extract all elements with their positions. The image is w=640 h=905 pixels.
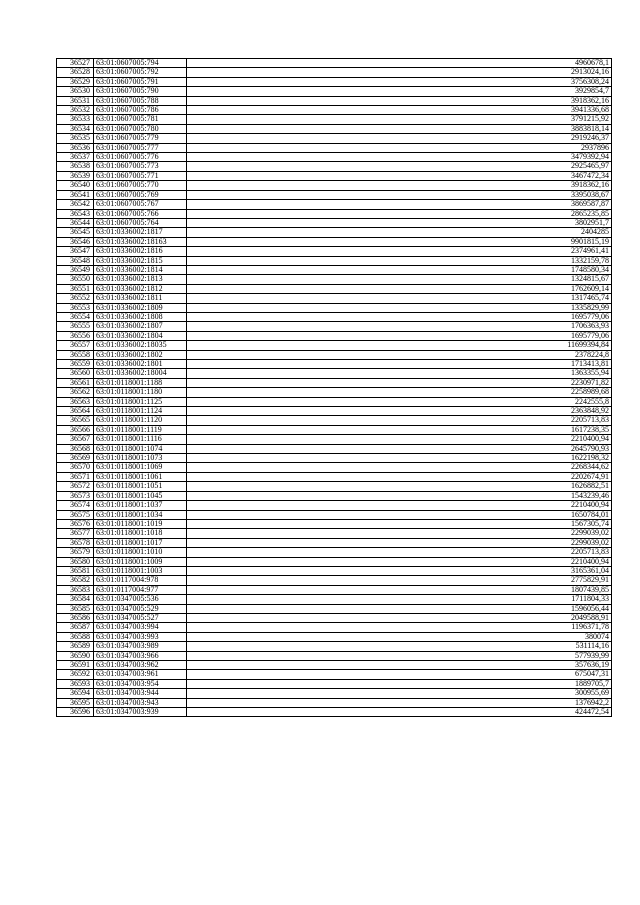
table-row	[57, 237, 612, 246]
table-row	[57, 435, 612, 444]
table-row	[57, 698, 612, 707]
row-number-cell: 36540	[57, 181, 94, 190]
row-number-cell: 36537	[57, 153, 94, 162]
table-row	[57, 444, 612, 453]
cadastral-number-cell: 63:01:0336002:1809	[94, 303, 187, 312]
value-cell: 2378224,8	[187, 350, 612, 359]
value-cell: 1596056,44	[187, 604, 612, 613]
value-cell: 1650784,01	[187, 510, 612, 519]
cadastral-number-cell: 63:01:0336002:1817	[94, 228, 187, 237]
cadastral-number-cell: 63:01:0336002:1804	[94, 331, 187, 340]
table-row	[57, 416, 612, 425]
table-row	[57, 632, 612, 641]
row-number-cell: 36586	[57, 613, 94, 622]
value-cell: 2210400,94	[187, 557, 612, 566]
value-cell: 1695779,06	[187, 312, 612, 321]
value-cell: 300955,69	[187, 689, 612, 698]
row-number-cell: 36570	[57, 463, 94, 472]
value-cell: 1706363,93	[187, 322, 612, 331]
row-number-cell: 36534	[57, 124, 94, 133]
value-cell: 577939,99	[187, 651, 612, 660]
value-cell: 2299039,02	[187, 529, 612, 538]
table-row	[57, 68, 612, 77]
table-row	[57, 454, 612, 463]
value-cell: 1713413,81	[187, 360, 612, 369]
cadastral-number-cell: 63:01:0607005:769	[94, 190, 187, 199]
table-row	[57, 538, 612, 547]
row-number-cell: 36590	[57, 651, 94, 660]
row-number-cell: 36588	[57, 632, 94, 641]
cadastral-number-cell: 63:01:0347003:939	[94, 708, 187, 717]
table-row	[57, 275, 612, 284]
value-cell: 1332159,78	[187, 256, 612, 265]
value-cell: 3467472,34	[187, 171, 612, 180]
cadastral-number-cell: 63:01:0118001:1073	[94, 454, 187, 463]
cadastral-number-cell: 63:01:0336002:1816	[94, 247, 187, 256]
table-row	[57, 472, 612, 481]
table-row	[57, 331, 612, 340]
value-cell: 2299039,02	[187, 538, 612, 547]
table-row	[57, 143, 612, 152]
row-number-cell: 36549	[57, 265, 94, 274]
row-number-cell: 36595	[57, 698, 94, 707]
value-cell: 1748580,34	[187, 265, 612, 274]
cadastral-number-cell: 63:01:0607005:764	[94, 218, 187, 227]
cadastral-number-cell: 63:01:0118001:1003	[94, 566, 187, 575]
value-cell: 2210400,94	[187, 501, 612, 510]
table-row	[57, 59, 612, 68]
row-number-cell: 36551	[57, 284, 94, 293]
cadastral-number-cell: 63:01:0347003:989	[94, 642, 187, 651]
table-row	[57, 397, 612, 406]
table-row	[57, 360, 612, 369]
cadastral-number-cell: 63:01:0118001:1069	[94, 463, 187, 472]
row-number-cell: 36569	[57, 454, 94, 463]
table-row	[57, 265, 612, 274]
value-cell: 3929854,7	[187, 87, 612, 96]
row-number-cell: 36560	[57, 369, 94, 378]
cadastral-number-cell: 63:01:0118001:1019	[94, 519, 187, 528]
cadastral-number-cell: 63:01:0118001:1180	[94, 388, 187, 397]
row-number-cell: 36530	[57, 87, 94, 96]
value-cell: 3802951,7	[187, 218, 612, 227]
cadastral-number-cell: 63:01:0336002:18163	[94, 237, 187, 246]
cadastral-number-cell: 63:01:0607005:794	[94, 59, 187, 68]
value-cell: 2205713,83	[187, 416, 612, 425]
value-cell: 2937896	[187, 143, 612, 152]
cadastral-number-cell: 63:01:0336002:1813	[94, 275, 187, 284]
table-row	[57, 162, 612, 171]
cadastral-number-cell: 63:01:0118001:1051	[94, 482, 187, 491]
value-cell: 1762609,14	[187, 284, 612, 293]
value-cell: 2268344,62	[187, 463, 612, 472]
cadastral-number-cell: 63:01:0336002:1814	[94, 265, 187, 274]
value-cell: 1807439,85	[187, 585, 612, 594]
value-cell: 1196371,78	[187, 623, 612, 632]
table-row	[57, 566, 612, 575]
table-row	[57, 106, 612, 115]
value-cell: 3918362,16	[187, 181, 612, 190]
cadastral-number-cell: 63:01:0607005:770	[94, 181, 187, 190]
value-cell: 2913024,16	[187, 68, 612, 77]
cadastral-number-cell: 63:01:0607005:790	[94, 87, 187, 96]
row-number-cell: 36573	[57, 491, 94, 500]
cadastral-number-cell: 63:01:0118001:1116	[94, 435, 187, 444]
row-number-cell: 36567	[57, 435, 94, 444]
table-body	[57, 59, 612, 717]
table-row	[57, 284, 612, 293]
row-number-cell: 36559	[57, 360, 94, 369]
value-cell: 3918362,16	[187, 96, 612, 105]
row-number-cell: 36577	[57, 529, 94, 538]
row-number-cell: 36582	[57, 576, 94, 585]
table-row	[57, 529, 612, 538]
cadastral-number-cell: 63:01:0118001:1018	[94, 529, 187, 538]
value-cell: 2865235,85	[187, 209, 612, 218]
table-row	[57, 171, 612, 180]
table-row	[57, 181, 612, 190]
cadastral-number-cell: 63:01:0607005:771	[94, 171, 187, 180]
value-cell: 2404285	[187, 228, 612, 237]
table-row	[57, 557, 612, 566]
table-row	[57, 425, 612, 434]
value-cell: 675047,31	[187, 670, 612, 679]
cadastral-number-cell: 63:01:0347005:527	[94, 613, 187, 622]
value-cell: 531114,16	[187, 642, 612, 651]
cadastral-number-cell: 63:01:0347003:966	[94, 651, 187, 660]
row-number-cell: 36581	[57, 566, 94, 575]
value-cell: 3479392,94	[187, 153, 612, 162]
table-row	[57, 96, 612, 105]
value-cell: 2202674,91	[187, 472, 612, 481]
table-row	[57, 341, 612, 350]
value-cell: 2775829,91	[187, 576, 612, 585]
table-row	[57, 153, 612, 162]
table-row	[57, 388, 612, 397]
table-row	[57, 312, 612, 321]
table-row	[57, 651, 612, 660]
cadastral-number-cell: 63:01:0336002:1802	[94, 350, 187, 359]
table-row	[57, 247, 612, 256]
cadastral-number-cell: 63:01:0607005:766	[94, 209, 187, 218]
cadastral-number-cell: 63:01:0336002:18004	[94, 369, 187, 378]
row-number-cell: 36593	[57, 679, 94, 688]
cadastral-number-cell: 63:01:0607005:781	[94, 115, 187, 124]
row-number-cell: 36579	[57, 548, 94, 557]
row-number-cell: 36545	[57, 228, 94, 237]
row-number-cell: 36592	[57, 670, 94, 679]
row-number-cell: 36527	[57, 59, 94, 68]
cadastral-number-cell: 63:01:0117004:978	[94, 576, 187, 585]
row-number-cell: 36572	[57, 482, 94, 491]
cadastral-number-cell: 63:01:0607005:779	[94, 134, 187, 143]
cadastral-number-cell: 63:01:0347003:944	[94, 689, 187, 698]
value-cell: 1889705,7	[187, 679, 612, 688]
table-row	[57, 642, 612, 651]
table-row	[57, 519, 612, 528]
table-row	[57, 218, 612, 227]
value-cell: 1543239,46	[187, 491, 612, 500]
row-number-cell: 36563	[57, 397, 94, 406]
value-cell: 1695779,06	[187, 331, 612, 340]
value-cell: 2242555,8	[187, 397, 612, 406]
cadastral-number-cell: 63:01:0607005:792	[94, 68, 187, 77]
value-cell: 2049588,91	[187, 613, 612, 622]
cadastral-number-cell: 63:01:0118001:1074	[94, 444, 187, 453]
value-cell: 2363848,92	[187, 407, 612, 416]
table-row	[57, 576, 612, 585]
row-number-cell: 36541	[57, 190, 94, 199]
value-cell: 1317465,74	[187, 294, 612, 303]
table-row	[57, 294, 612, 303]
table-row	[57, 369, 612, 378]
table-row	[57, 77, 612, 86]
row-number-cell: 36558	[57, 350, 94, 359]
cadastral-number-cell: 63:01:0336002:1811	[94, 294, 187, 303]
row-number-cell: 36554	[57, 312, 94, 321]
table-row	[57, 491, 612, 500]
row-number-cell: 36531	[57, 96, 94, 105]
table-row	[57, 613, 612, 622]
cadastral-number-cell: 63:01:0118001:1061	[94, 472, 187, 481]
row-number-cell: 36546	[57, 237, 94, 246]
value-cell: 3395038,67	[187, 190, 612, 199]
value-cell: 3869587,87	[187, 200, 612, 209]
value-cell: 2645790,93	[187, 444, 612, 453]
row-number-cell: 36553	[57, 303, 94, 312]
cadastral-number-cell: 63:01:0118001:1188	[94, 378, 187, 387]
cadastral-number-cell: 63:01:0336002:1808	[94, 312, 187, 321]
row-number-cell: 36564	[57, 407, 94, 416]
table-row	[57, 623, 612, 632]
row-number-cell: 36566	[57, 425, 94, 434]
value-cell: 357636,19	[187, 661, 612, 670]
table-row	[57, 134, 612, 143]
cadastral-number-cell: 63:01:0607005:780	[94, 124, 187, 133]
cadastral-number-cell: 63:01:0607005:777	[94, 143, 187, 152]
cadastral-number-cell: 63:01:0118001:1009	[94, 557, 187, 566]
table-row	[57, 501, 612, 510]
table-row	[57, 378, 612, 387]
table-row	[57, 548, 612, 557]
row-number-cell: 36580	[57, 557, 94, 566]
cadastral-number-cell: 63:01:0336002:1801	[94, 360, 187, 369]
cadastral-number-cell: 63:01:0347003:962	[94, 661, 187, 670]
cadastral-number-cell: 63:01:0347003:954	[94, 679, 187, 688]
cadastral-number-cell: 63:01:0607005:786	[94, 106, 187, 115]
row-number-cell: 36571	[57, 472, 94, 481]
table-row	[57, 115, 612, 124]
table-row	[57, 604, 612, 613]
cadastral-number-cell: 63:01:0118001:1037	[94, 501, 187, 510]
cadastral-number-cell: 63:01:0336002:1812	[94, 284, 187, 293]
value-cell: 2919246,37	[187, 134, 612, 143]
value-cell: 424472,54	[187, 708, 612, 717]
value-cell: 1376942,2	[187, 698, 612, 707]
value-cell: 11699394,84	[187, 341, 612, 350]
value-cell: 1335829,99	[187, 303, 612, 312]
row-number-cell: 36576	[57, 519, 94, 528]
cadastral-number-cell: 63:01:0347003:961	[94, 670, 187, 679]
value-cell: 4960678,1	[187, 59, 612, 68]
value-cell: 9901815,19	[187, 237, 612, 246]
table-row	[57, 200, 612, 209]
value-cell: 1567305,74	[187, 519, 612, 528]
value-cell: 3941336,68	[187, 106, 612, 115]
cadastral-number-cell: 63:01:0118001:1017	[94, 538, 187, 547]
table-row	[57, 670, 612, 679]
cadastral-value-table	[56, 58, 612, 717]
value-cell: 3883818,14	[187, 124, 612, 133]
cadastral-number-cell: 63:01:0347005:536	[94, 595, 187, 604]
value-cell: 3756308,24	[187, 77, 612, 86]
row-number-cell: 36594	[57, 689, 94, 698]
row-number-cell: 36585	[57, 604, 94, 613]
row-number-cell: 36565	[57, 416, 94, 425]
row-number-cell: 36538	[57, 162, 94, 171]
value-cell: 1324815,67	[187, 275, 612, 284]
cadastral-number-cell: 63:01:0607005:773	[94, 162, 187, 171]
row-number-cell: 36536	[57, 143, 94, 152]
table-row	[57, 303, 612, 312]
cadastral-number-cell: 63:01:0118001:1010	[94, 548, 187, 557]
value-cell: 2230971,82	[187, 378, 612, 387]
table-row	[57, 407, 612, 416]
value-cell: 1626882,51	[187, 482, 612, 491]
row-number-cell: 36561	[57, 378, 94, 387]
table-row	[57, 595, 612, 604]
cadastral-number-cell: 63:01:0347003:993	[94, 632, 187, 641]
table-row	[57, 679, 612, 688]
cadastral-number-cell: 63:01:0347003:943	[94, 698, 187, 707]
value-cell: 2925465,97	[187, 162, 612, 171]
value-cell: 2210400,94	[187, 435, 612, 444]
row-number-cell: 36596	[57, 708, 94, 717]
value-cell: 2205713,83	[187, 548, 612, 557]
row-number-cell: 36529	[57, 77, 94, 86]
table-row	[57, 124, 612, 133]
value-cell: 3165361,04	[187, 566, 612, 575]
cadastral-number-cell: 63:01:0117004:977	[94, 585, 187, 594]
row-number-cell: 36552	[57, 294, 94, 303]
table-row	[57, 585, 612, 594]
row-number-cell: 36556	[57, 331, 94, 340]
row-number-cell: 36583	[57, 585, 94, 594]
row-number-cell: 36547	[57, 247, 94, 256]
table-row	[57, 689, 612, 698]
cadastral-number-cell: 63:01:0118001:1045	[94, 491, 187, 500]
row-number-cell: 36535	[57, 134, 94, 143]
row-number-cell: 36578	[57, 538, 94, 547]
table-row	[57, 209, 612, 218]
row-number-cell: 36575	[57, 510, 94, 519]
value-cell: 3791215,92	[187, 115, 612, 124]
table-row	[57, 350, 612, 359]
value-cell: 1617238,35	[187, 425, 612, 434]
row-number-cell: 36591	[57, 661, 94, 670]
cadastral-number-cell: 63:01:0607005:776	[94, 153, 187, 162]
table-row	[57, 510, 612, 519]
cadastral-number-cell: 63:01:0118001:1124	[94, 407, 187, 416]
table-row	[57, 661, 612, 670]
value-cell: 1622198,32	[187, 454, 612, 463]
row-number-cell: 36584	[57, 595, 94, 604]
cadastral-number-cell: 63:01:0607005:788	[94, 96, 187, 105]
row-number-cell: 36587	[57, 623, 94, 632]
value-cell: 2374961,41	[187, 247, 612, 256]
table-row	[57, 463, 612, 472]
cadastral-number-cell: 63:01:0347005:529	[94, 604, 187, 613]
row-number-cell: 36557	[57, 341, 94, 350]
row-number-cell: 36539	[57, 171, 94, 180]
row-number-cell: 36568	[57, 444, 94, 453]
cadastral-number-cell: 63:01:0118001:1125	[94, 397, 187, 406]
row-number-cell: 36544	[57, 218, 94, 227]
row-number-cell: 36574	[57, 501, 94, 510]
cadastral-number-cell: 63:01:0336002:1807	[94, 322, 187, 331]
value-cell: 380074	[187, 632, 612, 641]
table-row	[57, 190, 612, 199]
table-row	[57, 87, 612, 96]
table-row	[57, 322, 612, 331]
row-number-cell: 36562	[57, 388, 94, 397]
cadastral-number-cell: 63:01:0347003:994	[94, 623, 187, 632]
value-cell: 1711804,33	[187, 595, 612, 604]
cadastral-number-cell: 63:01:0118001:1034	[94, 510, 187, 519]
row-number-cell: 36589	[57, 642, 94, 651]
cadastral-number-cell: 63:01:0607005:791	[94, 77, 187, 86]
cadastral-number-cell: 63:01:0118001:1120	[94, 416, 187, 425]
row-number-cell: 36533	[57, 115, 94, 124]
cadastral-number-cell: 63:01:0336002:18035	[94, 341, 187, 350]
row-number-cell: 36528	[57, 68, 94, 77]
row-number-cell: 36532	[57, 106, 94, 115]
cadastral-number-cell: 63:01:0118001:1119	[94, 425, 187, 434]
cadastral-number-cell: 63:01:0607005:767	[94, 200, 187, 209]
cadastral-number-cell: 63:01:0336002:1815	[94, 256, 187, 265]
row-number-cell: 36555	[57, 322, 94, 331]
table-row	[57, 256, 612, 265]
table-row	[57, 228, 612, 237]
row-number-cell: 36542	[57, 200, 94, 209]
row-number-cell: 36543	[57, 209, 94, 218]
value-cell: 1363355,94	[187, 369, 612, 378]
table-row	[57, 708, 612, 717]
row-number-cell: 36548	[57, 256, 94, 265]
row-number-cell: 36550	[57, 275, 94, 284]
value-cell: 2258989,68	[187, 388, 612, 397]
table-row	[57, 482, 612, 491]
